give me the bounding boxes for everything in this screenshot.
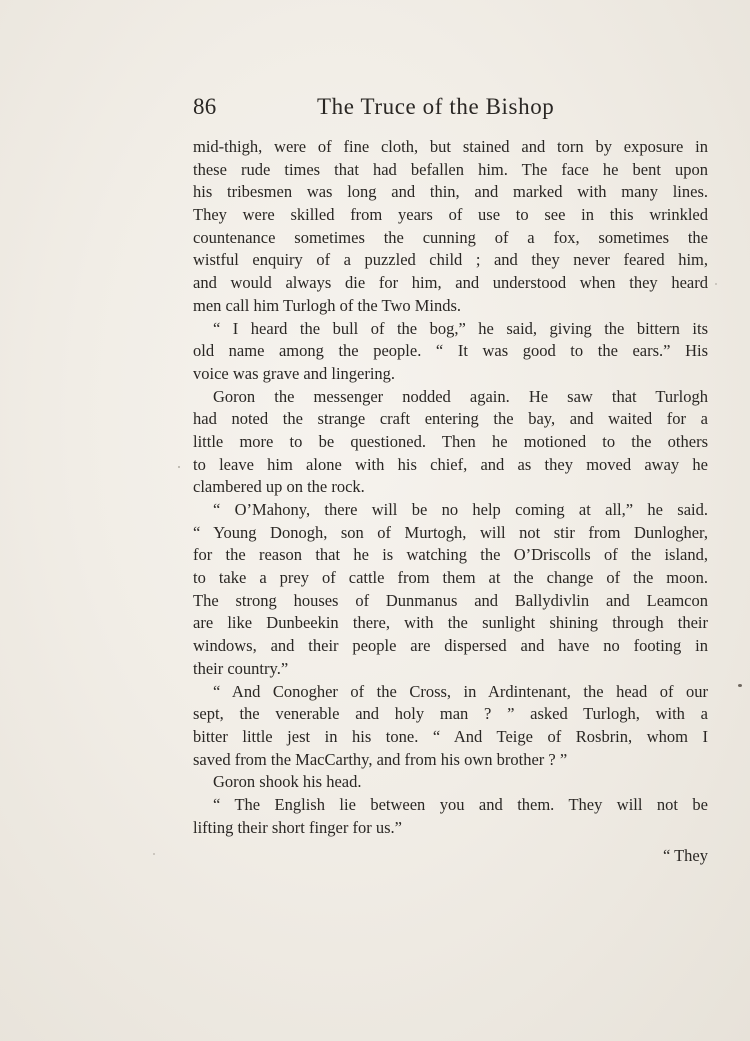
text-line: are like Dunbeekin there, with the sunlight shining through their — [193, 613, 708, 633]
text-line: wistful enquiry of a puzzled child ; and they never feared him, — [193, 250, 708, 270]
text-line: clambered up on the rock. — [193, 477, 365, 497]
running-title: The Truce of the Bishop — [317, 94, 555, 119]
text-line: voice was grave and lingering. — [193, 363, 396, 383]
paper-speck — [153, 853, 155, 855]
page-header — [193, 94, 708, 128]
text-line: bitter little jest in his tone. “ And Teige of Rosbrin, whom I — [193, 726, 708, 746]
text-line: his tribesmen was long and thin, and marked with many lines. — [193, 182, 708, 202]
text-line: men call him Turlogh of the Two Minds. — [193, 295, 462, 315]
text-line: little more to be questioned. Then he motioned to the others — [193, 431, 708, 451]
text-line: windows, and their people are dispersed and have no footing in — [193, 636, 708, 656]
catchword: “ They — [662, 846, 708, 865]
text-line: “ I heard the bull of the bog,” he said, giving the bittern its — [213, 318, 708, 338]
text-line: “ And Conogher of the Cross, in Ardintenant, the head of our — [213, 681, 708, 701]
text-line: to take a prey of cattle from them at the change of the moon. — [193, 568, 708, 588]
text-line: “ The English lie between you and them. They will not be — [213, 794, 708, 814]
text-line: sept, the venerable and holy man ? ” asked Turlogh, with a — [193, 704, 708, 724]
text-line: They were skilled from years of use to see in this wrinkled — [193, 205, 708, 225]
text-line: for the reason that he is watching the O’Driscolls of the island, — [193, 545, 708, 565]
body-text — [193, 136, 708, 839]
text-line: old name among the people. “ It was good to the ears.” His — [193, 341, 708, 361]
text-line: had noted the strange craft entering the bay, and waited for a — [193, 409, 708, 429]
text-line: Goron the messenger nodded again. He saw that Turlogh — [213, 386, 708, 406]
text-line: Goron shook his head. — [213, 772, 362, 792]
paper-speck — [738, 684, 742, 687]
text-line: “ O’Mahony, there will be no help coming at all,” he said. — [213, 500, 708, 519]
text-line: saved from the MacCarthy, and from his own brother ? ” — [193, 749, 568, 769]
text-line: and would always die for him, and understood when they heard — [193, 273, 708, 293]
paper-speck — [178, 466, 180, 468]
text-line: “ Young Donogh, son of Murtogh, will not stir from Dunlogher, — [193, 522, 708, 542]
page-number: 86 — [193, 94, 217, 119]
text-line: their country.” — [193, 658, 289, 678]
text-line: to leave him alone with his chief, and as they moved away he — [193, 454, 708, 474]
text-line: countenance sometimes the cunning of a fox, sometimes the — [193, 227, 708, 247]
text-line: these rude times that had befallen him. The face he bent upon — [193, 159, 708, 179]
paper-speck — [715, 283, 717, 285]
text-line: lifting their short finger for us.” — [193, 817, 402, 837]
text-line: mid-thigh, were of fine cloth, but stained and torn by exposure in — [193, 137, 708, 156]
text-line: The strong houses of Dunmanus and Ballydivlin and Leamcon — [193, 590, 708, 610]
